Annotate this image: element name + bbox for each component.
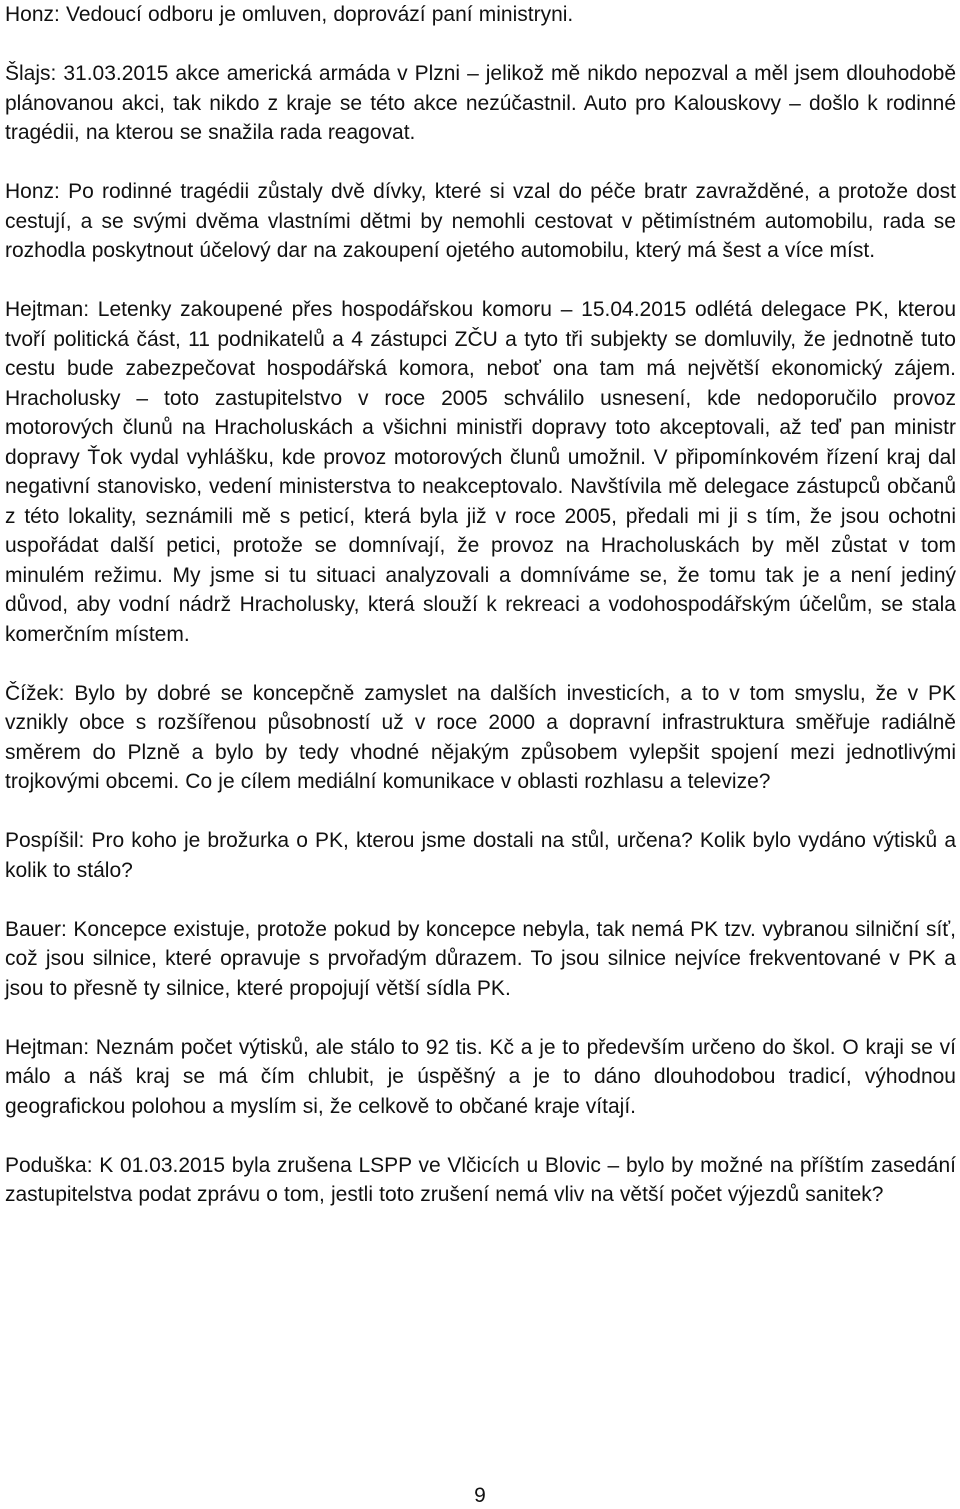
paragraph-honz-intro: Honz: Vedoucí odboru je omluven, doprovází paní ministryni. (5, 3, 574, 26)
paragraph-poduska: Poduška: K 01.03.2015 byla zrušena LSPP ve Vlčicích u Blovic – bylo by možné na příštím zasedání zastupitelstva podat zprávu o tom, jestli toto zrušení nemá vliv na větší počet výjezdů sanitek? (5, 1153, 956, 1206)
paragraph-gap (5, 885, 956, 915)
paragraph-cizek: Čížek: Bylo by dobré se koncepčně zamyslet na dalších investicích, a to v tom smyslu, že v PK vznikly obce s rozšířenou působností už v roce 2000 a dopravní infrastruktura směřuje radiálně směrem do Plzně a bylo by tedy vhodné nějakým způsobem vylepšit spojení mezi jednotlivými trojkovými obcemi. Co je cílem mediální komunikace v oblasti rozhlasu a televize? (5, 681, 956, 793)
paragraph-gap (5, 1121, 956, 1151)
document-body (5, 0, 956, 1210)
paragraph-slajs: Šlajs: 31.03.2015 akce americká armáda v Plzni – jelikož mě nikdo nepozval a měl jsem dlouhodobě plánovanou akci, tak nikdo z kraje se této akce nezúčastnil. Auto pro Kalouskovy – došlo k rodinné tragédii, na kterou se snažila rada reagovat. (5, 62, 956, 144)
paragraph-gap (5, 649, 956, 679)
paragraph-gap (5, 1003, 956, 1033)
paragraph-bauer: Bauer: Koncepce existuje, protože pokud by koncepce nebyla, tak nemá PK tzv. vybranou silniční síť, což jsou silnice, které opravuje s prvořadým důrazem. To jsou silnice nejvíce frekventované v PK a jsou to přesně ty silnice, které propojují větší sídla PK. (5, 917, 956, 1000)
paragraph-hejtman-brochure: Hejtman: Neznám počet výtisků, ale stálo to 92 tis. Kč a je to především určeno do škol. O kraji se ví málo a náš kraj se má čím chlubit, je úspěšný a je to dáno dlouhodobou tradicí, výhodnou geografickou polohou a myslím si, že celkově to občané kraje vítají. (5, 1035, 956, 1118)
paragraph-pospisil: Pospíšil: Pro koho je brožurka o PK, kterou jsme dostali na stůl, určena? Kolik bylo vydáno výtisků a kolik to stálo? (5, 829, 956, 882)
paragraph-hejtman-tickets: Hejtman: Letenky zakoupené přes hospodářskou komoru – 15.04.2015 odlétá delegace PK, kterou tvoří politická část, 11 podnikatelů a 4 zástupci ZČU a tyto tři subjekty se domluvily, že jednotně tuto cestu bude zabezpečovat hospodářská komora, neboť ona tam má největší ekonomický zájem. Hracholusky – toto zastupitelstvo v roce 2005 schválilo usnesení, kde nedoporučilo provoz motorových člunů na Hracholuskách a všichni ministři dopravy toto akceptovali, až teď pan ministr dopravy Ťok vydal vyhlášku, kde provoz motorových člunů umožnil. V připomínkovém řízení kraj dal negativní stanovisko, vedení ministerstva to neakceptovalo. Navštívila mě delegace zástupců občanů z této lokality, seznámili mě s peticí, která byla již v roce 2005, předali mi ji s tím, že jsou ochotni uspořádat další petici, protože se domnívají, že provoz na Hracholuskách by měl zůstat v tom minulém režimu. My jsme si tu situaci analyzovali a domníváme se, že tomu tak je a není jediný důvod, aby vodní nádrž Hracholusky, která slouží k rekreaci a vodohospodářským účelům, se stala komerčním místem. (5, 298, 956, 646)
paragraph-honz-tragedy: Honz: Po rodinné tragédii zůstaly dvě dívky, které si vzal do péče bratr zavražděné, a protože dost cestují, a se svými dvěma vlastními dětmi by nemohli cestovat v pětimístném automobilu, rada se rozhodla poskytnout účelový dar na zakoupení ojetého automobilu, který má šest a více míst. (5, 180, 956, 262)
paragraph-gap (5, 797, 956, 827)
paragraph-gap (5, 266, 956, 296)
paragraph-gap (5, 148, 956, 178)
paragraph-gap (5, 30, 956, 60)
page-number: 9 (474, 1484, 486, 1507)
